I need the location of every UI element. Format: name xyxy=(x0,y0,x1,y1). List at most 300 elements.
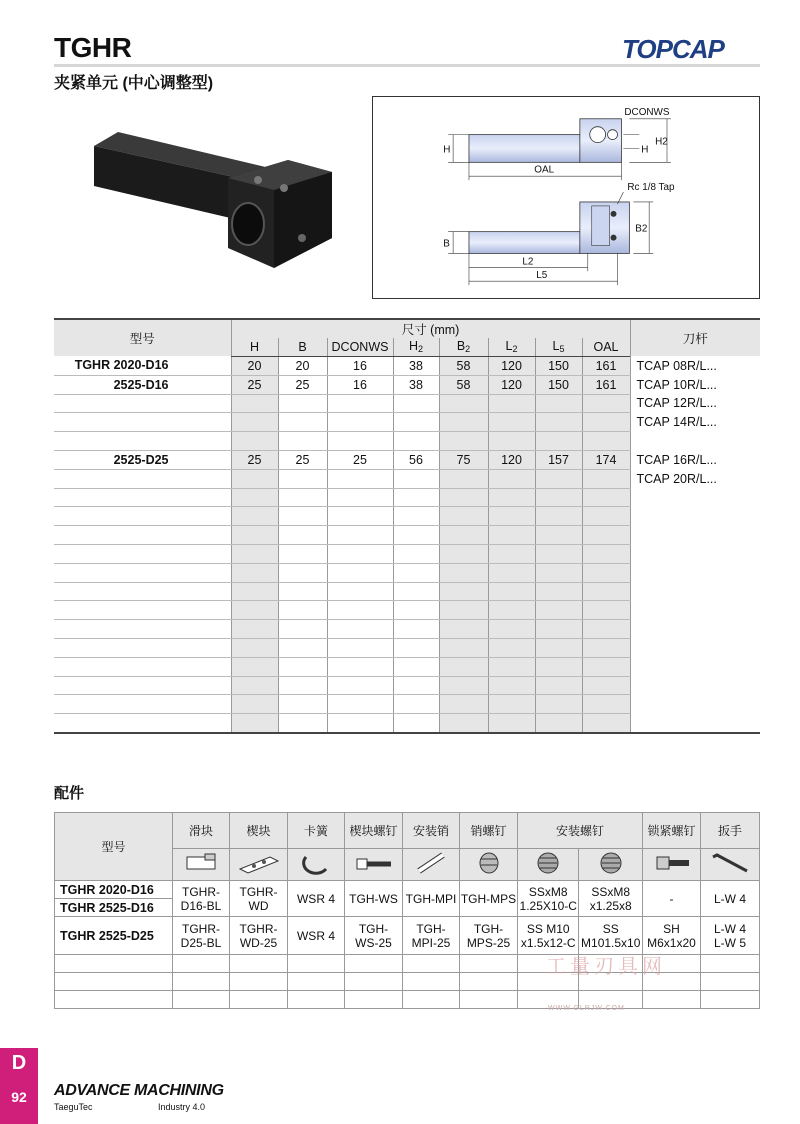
diagram-label-l2: L2 xyxy=(522,256,534,268)
row-holder: TCAP 10R/L... xyxy=(630,375,760,394)
row-value xyxy=(488,563,535,582)
row-value xyxy=(327,394,393,413)
row-value xyxy=(327,657,393,676)
row-value: 161 xyxy=(582,375,630,394)
row-value xyxy=(582,695,630,714)
row-value: 120 xyxy=(488,450,535,469)
row-value xyxy=(535,695,582,714)
row-value xyxy=(393,657,439,676)
row-model xyxy=(54,507,231,526)
table-row xyxy=(54,375,760,394)
row-value: 20 xyxy=(278,356,327,375)
diagram-label-dconws: DCONWS xyxy=(624,106,670,118)
diagram-label-h-right: H xyxy=(641,144,649,156)
row-value xyxy=(582,714,630,733)
row-value: 38 xyxy=(393,375,439,394)
row-model xyxy=(54,639,231,658)
row-value xyxy=(582,563,630,582)
row-value xyxy=(327,582,393,601)
table-row xyxy=(54,450,760,469)
row-value: 75 xyxy=(439,450,488,469)
row-value xyxy=(393,563,439,582)
row-value xyxy=(535,657,582,676)
row-value xyxy=(278,469,327,488)
row-value xyxy=(488,545,535,564)
row-value xyxy=(439,695,488,714)
row-value xyxy=(393,714,439,733)
row-model xyxy=(54,695,231,714)
row-value xyxy=(393,432,439,451)
row-value xyxy=(488,676,535,695)
row-value xyxy=(535,714,582,733)
row-value xyxy=(327,507,393,526)
row-model xyxy=(54,394,231,413)
row-value xyxy=(582,507,630,526)
row-model xyxy=(54,676,231,695)
row-value xyxy=(327,563,393,582)
row-value xyxy=(278,582,327,601)
row-value: 25 xyxy=(278,450,327,469)
row-holder xyxy=(630,620,760,639)
row-value: 150 xyxy=(535,356,582,375)
row-model xyxy=(54,657,231,676)
row-value xyxy=(278,639,327,658)
row-value xyxy=(278,488,327,507)
diagram-label-h: H xyxy=(443,144,451,156)
product-photo xyxy=(88,120,338,280)
row-value xyxy=(393,413,439,432)
table-row xyxy=(54,507,760,526)
row-value xyxy=(488,714,535,733)
brand-logo: TOPCAP xyxy=(622,34,724,64)
row-value: 161 xyxy=(582,356,630,375)
row-value xyxy=(488,601,535,620)
row-holder: TCAP 12R/L... xyxy=(630,394,760,413)
row-value xyxy=(582,676,630,695)
row-holder xyxy=(630,432,760,451)
row-value: 58 xyxy=(439,375,488,394)
set-screw-icon xyxy=(518,849,579,881)
row-value xyxy=(439,657,488,676)
row-model: 2525-D25 xyxy=(54,450,231,469)
row-value xyxy=(535,676,582,695)
row-value xyxy=(327,714,393,733)
row-value xyxy=(535,507,582,526)
acc-header-set-screw: 安装螺钉 xyxy=(518,813,643,849)
footer-brand: ADVANCE MACHINING xyxy=(54,1082,224,1099)
row-value xyxy=(439,526,488,545)
row-value xyxy=(582,657,630,676)
row-value xyxy=(535,488,582,507)
row-holder xyxy=(630,676,760,695)
row-value xyxy=(535,582,582,601)
row-value xyxy=(535,620,582,639)
row-model xyxy=(54,563,231,582)
col-header-dconws: DCONWS xyxy=(327,338,393,356)
row-holder xyxy=(630,507,760,526)
row-value xyxy=(439,507,488,526)
page-number: 92 xyxy=(11,1089,27,1105)
row-value xyxy=(582,545,630,564)
row-value xyxy=(327,413,393,432)
table-row xyxy=(54,657,760,676)
row-value xyxy=(582,432,630,451)
row-value xyxy=(488,695,535,714)
row-value xyxy=(535,432,582,451)
acc-model: TGHR 2525-D16 xyxy=(55,899,173,917)
table-row xyxy=(54,394,760,413)
row-model xyxy=(54,413,231,432)
acc-header-wedge-screw: 楔块螺钉 xyxy=(345,813,403,849)
row-value xyxy=(327,526,393,545)
row-value xyxy=(488,639,535,658)
row-value xyxy=(535,639,582,658)
acc-cell: TGH- MPS-25 xyxy=(460,917,518,955)
row-holder xyxy=(630,563,760,582)
acc-header-lock-screw: 锁紧螺钉 xyxy=(643,813,701,849)
row-model xyxy=(54,620,231,639)
dimension-diagram xyxy=(372,96,760,299)
row-value xyxy=(582,639,630,658)
row-value xyxy=(488,507,535,526)
row-value xyxy=(231,394,278,413)
row-value xyxy=(393,394,439,413)
row-value xyxy=(231,657,278,676)
row-value: 174 xyxy=(582,450,630,469)
row-value xyxy=(535,563,582,582)
acc-header-wrench: 扳手 xyxy=(701,813,760,849)
row-value xyxy=(278,714,327,733)
diagram-label-oal: OAL xyxy=(534,164,555,176)
row-value: 120 xyxy=(488,356,535,375)
table-row xyxy=(54,488,760,507)
acc-header-model: 型号 xyxy=(55,813,173,881)
row-value xyxy=(488,526,535,545)
set-screw-icon-2 xyxy=(579,849,643,881)
acc-model: TGHR 2020-D16 xyxy=(55,881,173,899)
row-value xyxy=(231,507,278,526)
acc-empty-cell xyxy=(55,973,173,991)
row-value xyxy=(582,413,630,432)
footer-brand-company: TaeguTec xyxy=(54,1102,93,1112)
row-model xyxy=(54,545,231,564)
row-holder xyxy=(630,657,760,676)
row-value xyxy=(278,545,327,564)
row-value xyxy=(278,432,327,451)
row-value: 16 xyxy=(327,375,393,394)
acc-cell: SSxM8 x1.25x8 xyxy=(579,881,643,917)
page-title: TGHR xyxy=(54,32,132,63)
table-row xyxy=(54,413,760,432)
acc-cell: TGHR- D25-BL xyxy=(173,917,230,955)
row-value xyxy=(488,394,535,413)
row-holder xyxy=(630,582,760,601)
row-model xyxy=(54,526,231,545)
row-value xyxy=(231,526,278,545)
row-value xyxy=(439,545,488,564)
row-holder: TCAP 16R/L... xyxy=(630,450,760,469)
footer-brand-tagline: Industry 4.0 xyxy=(158,1102,206,1112)
diagram-label-h2: H2 xyxy=(655,136,668,148)
table-row xyxy=(54,639,760,658)
col-header-b2: $B_2$ xyxy=(439,338,488,356)
row-value xyxy=(231,469,278,488)
row-value xyxy=(582,394,630,413)
row-value: 25 xyxy=(327,450,393,469)
acc-header-slide: 滑块 xyxy=(173,813,230,849)
diagram-label-b2: B2 xyxy=(635,223,648,235)
acc-header-mounting-pin: 安装销 xyxy=(403,813,460,849)
row-value xyxy=(488,657,535,676)
row-value xyxy=(393,639,439,658)
row-value: 58 xyxy=(439,356,488,375)
acc-cell: TGH-WS xyxy=(345,881,403,917)
row-value xyxy=(582,582,630,601)
row-holder xyxy=(630,601,760,620)
acc-cell: TGH- WS-25 xyxy=(345,917,403,955)
col-header-oal: OAL xyxy=(582,338,630,356)
row-value xyxy=(231,676,278,695)
row-value xyxy=(327,432,393,451)
row-value xyxy=(488,582,535,601)
row-value xyxy=(439,714,488,733)
row-value xyxy=(393,676,439,695)
row-value xyxy=(327,469,393,488)
row-value xyxy=(231,639,278,658)
acc-cell: TGHR- WD-25 xyxy=(230,917,288,955)
row-value xyxy=(488,469,535,488)
row-value xyxy=(231,413,278,432)
row-value xyxy=(327,676,393,695)
row-value: 38 xyxy=(393,356,439,375)
row-value xyxy=(231,582,278,601)
acc-cell: - xyxy=(643,881,701,917)
table-row xyxy=(54,356,760,375)
acc-cell: L-W 4 L-W 5 xyxy=(701,917,760,955)
row-model xyxy=(54,469,231,488)
watermark: 工量刃具网 xyxy=(546,956,666,978)
diagram-label-rc-tap: Rc 1/8 Tap xyxy=(627,182,675,194)
row-value xyxy=(535,413,582,432)
row-value xyxy=(439,413,488,432)
row-value xyxy=(393,545,439,564)
mounting-pin-icon xyxy=(403,849,460,881)
row-model xyxy=(54,582,231,601)
page-subtitle: 夹紧单元 (中心调整型) xyxy=(54,75,214,92)
row-value xyxy=(278,526,327,545)
row-value xyxy=(439,563,488,582)
row-value: 150 xyxy=(535,375,582,394)
row-model xyxy=(54,488,231,507)
row-value xyxy=(278,563,327,582)
row-holder xyxy=(630,639,760,658)
row-value xyxy=(535,394,582,413)
row-value xyxy=(582,620,630,639)
row-value xyxy=(231,601,278,620)
row-value xyxy=(535,601,582,620)
row-value xyxy=(327,545,393,564)
row-holder: TCAP 14R/L... xyxy=(630,413,760,432)
row-value: 25 xyxy=(231,375,278,394)
accessories-table xyxy=(54,812,760,1009)
row-holder: TCAP 08R/L... xyxy=(630,356,760,375)
row-value xyxy=(439,394,488,413)
table-row xyxy=(54,714,760,733)
row-value xyxy=(231,695,278,714)
row-value xyxy=(231,488,278,507)
acc-header-snap-ring: 卡簧 xyxy=(288,813,345,849)
row-value xyxy=(488,432,535,451)
row-model xyxy=(54,601,231,620)
row-value: 20 xyxy=(231,356,278,375)
acc-empty-cell xyxy=(55,955,173,973)
acc-cell: TGHR-WD xyxy=(230,881,288,917)
wedge-icon xyxy=(230,849,288,881)
row-value xyxy=(535,526,582,545)
table-row xyxy=(54,582,760,601)
col-header-b: B xyxy=(278,338,327,356)
acc-header-wedge: 楔块 xyxy=(230,813,288,849)
row-value: 16 xyxy=(327,356,393,375)
row-model xyxy=(54,432,231,451)
row-value xyxy=(278,394,327,413)
table-row xyxy=(54,676,760,695)
row-value xyxy=(278,695,327,714)
col-header-l2: $L_2$ xyxy=(488,338,535,356)
diagram-label-l5: L5 xyxy=(536,270,548,282)
acc-cell: L-W 4 xyxy=(701,881,760,917)
row-holder xyxy=(630,526,760,545)
row-model: 2525-D16 xyxy=(54,375,231,394)
watermark-url: WWW.GLRJW.COM xyxy=(548,1005,625,1012)
table-row xyxy=(54,563,760,582)
slide-block-icon xyxy=(173,849,230,881)
acc-cell: SH M6x1x20 xyxy=(643,917,701,955)
row-value xyxy=(393,507,439,526)
col-header-h: H xyxy=(231,338,278,356)
col-header-dims: 尺寸 (mm) xyxy=(231,319,630,338)
table-row xyxy=(54,526,760,545)
row-value xyxy=(582,469,630,488)
row-value xyxy=(582,488,630,507)
row-value xyxy=(278,620,327,639)
row-value xyxy=(278,657,327,676)
row-value xyxy=(393,469,439,488)
row-holder xyxy=(630,695,760,714)
accessories-heading: 配件 xyxy=(54,785,85,802)
row-value xyxy=(327,695,393,714)
pin-screw-icon xyxy=(460,849,518,881)
acc-cell: TGH- MPI-25 xyxy=(403,917,460,955)
row-value xyxy=(231,620,278,639)
row-value xyxy=(327,488,393,507)
acc-cell: SS M10 x1.5x12-C xyxy=(518,917,579,955)
header-rule xyxy=(54,64,760,67)
row-value xyxy=(439,601,488,620)
acc-cell: TGHR- D16-BL xyxy=(173,881,230,917)
acc-cell: WSR 4 xyxy=(288,917,345,955)
row-value xyxy=(278,676,327,695)
diagram-label-b: B xyxy=(443,238,450,250)
lock-screw-icon xyxy=(643,849,701,881)
acc-empty-cell xyxy=(55,991,173,1009)
acc-cell: TGH-MPS xyxy=(460,881,518,917)
wedge-screw-icon xyxy=(345,849,403,881)
row-value xyxy=(278,507,327,526)
row-value xyxy=(439,639,488,658)
row-holder xyxy=(630,545,760,564)
acc-cell: TGH-MPI xyxy=(403,881,460,917)
acc-model: TGHR 2525-D25 xyxy=(55,917,173,955)
row-value xyxy=(327,601,393,620)
row-value xyxy=(231,432,278,451)
col-header-l5: $L_5$ xyxy=(535,338,582,356)
table-row xyxy=(54,601,760,620)
row-value xyxy=(393,695,439,714)
row-value xyxy=(393,601,439,620)
row-model xyxy=(54,714,231,733)
row-value xyxy=(439,469,488,488)
table-row xyxy=(54,545,760,564)
col-header-model: 型号 xyxy=(54,319,231,356)
table-row xyxy=(54,469,760,488)
row-value xyxy=(535,469,582,488)
row-value xyxy=(278,601,327,620)
row-value xyxy=(393,488,439,507)
row-value xyxy=(278,413,327,432)
row-value xyxy=(488,620,535,639)
row-holder xyxy=(630,714,760,733)
row-value: 56 xyxy=(393,450,439,469)
row-value xyxy=(439,432,488,451)
row-value: 25 xyxy=(231,450,278,469)
acc-cell: WSR 4 xyxy=(288,881,345,917)
row-value xyxy=(582,601,630,620)
row-value xyxy=(231,545,278,564)
row-holder: TCAP 20R/L... xyxy=(630,469,760,488)
snap-ring-icon xyxy=(288,849,345,881)
row-value xyxy=(439,620,488,639)
col-header-holder: 刀杆 xyxy=(630,319,760,356)
page-tab xyxy=(0,1048,38,1124)
row-value xyxy=(488,488,535,507)
row-holder xyxy=(630,488,760,507)
row-value xyxy=(327,620,393,639)
table-row xyxy=(54,432,760,451)
row-model: TGHR 2020-D16 xyxy=(54,356,231,375)
page-section-letter: D xyxy=(11,1052,27,1074)
row-value xyxy=(582,526,630,545)
hex-key-icon xyxy=(701,849,760,881)
row-value xyxy=(393,620,439,639)
row-value xyxy=(535,545,582,564)
row-value xyxy=(231,714,278,733)
row-value xyxy=(488,413,535,432)
row-value xyxy=(439,582,488,601)
row-value: 120 xyxy=(488,375,535,394)
col-header-h2: $H_2$ xyxy=(393,338,439,356)
spec-table xyxy=(54,318,760,734)
row-value xyxy=(327,639,393,658)
row-value: 25 xyxy=(278,375,327,394)
acc-header-pin-screw: 销螺钉 xyxy=(460,813,518,849)
row-value xyxy=(393,582,439,601)
row-value: 157 xyxy=(535,450,582,469)
table-row xyxy=(54,620,760,639)
acc-cell: SSxM8 1.25X10-C xyxy=(518,881,579,917)
row-value xyxy=(393,526,439,545)
table-row xyxy=(54,695,760,714)
